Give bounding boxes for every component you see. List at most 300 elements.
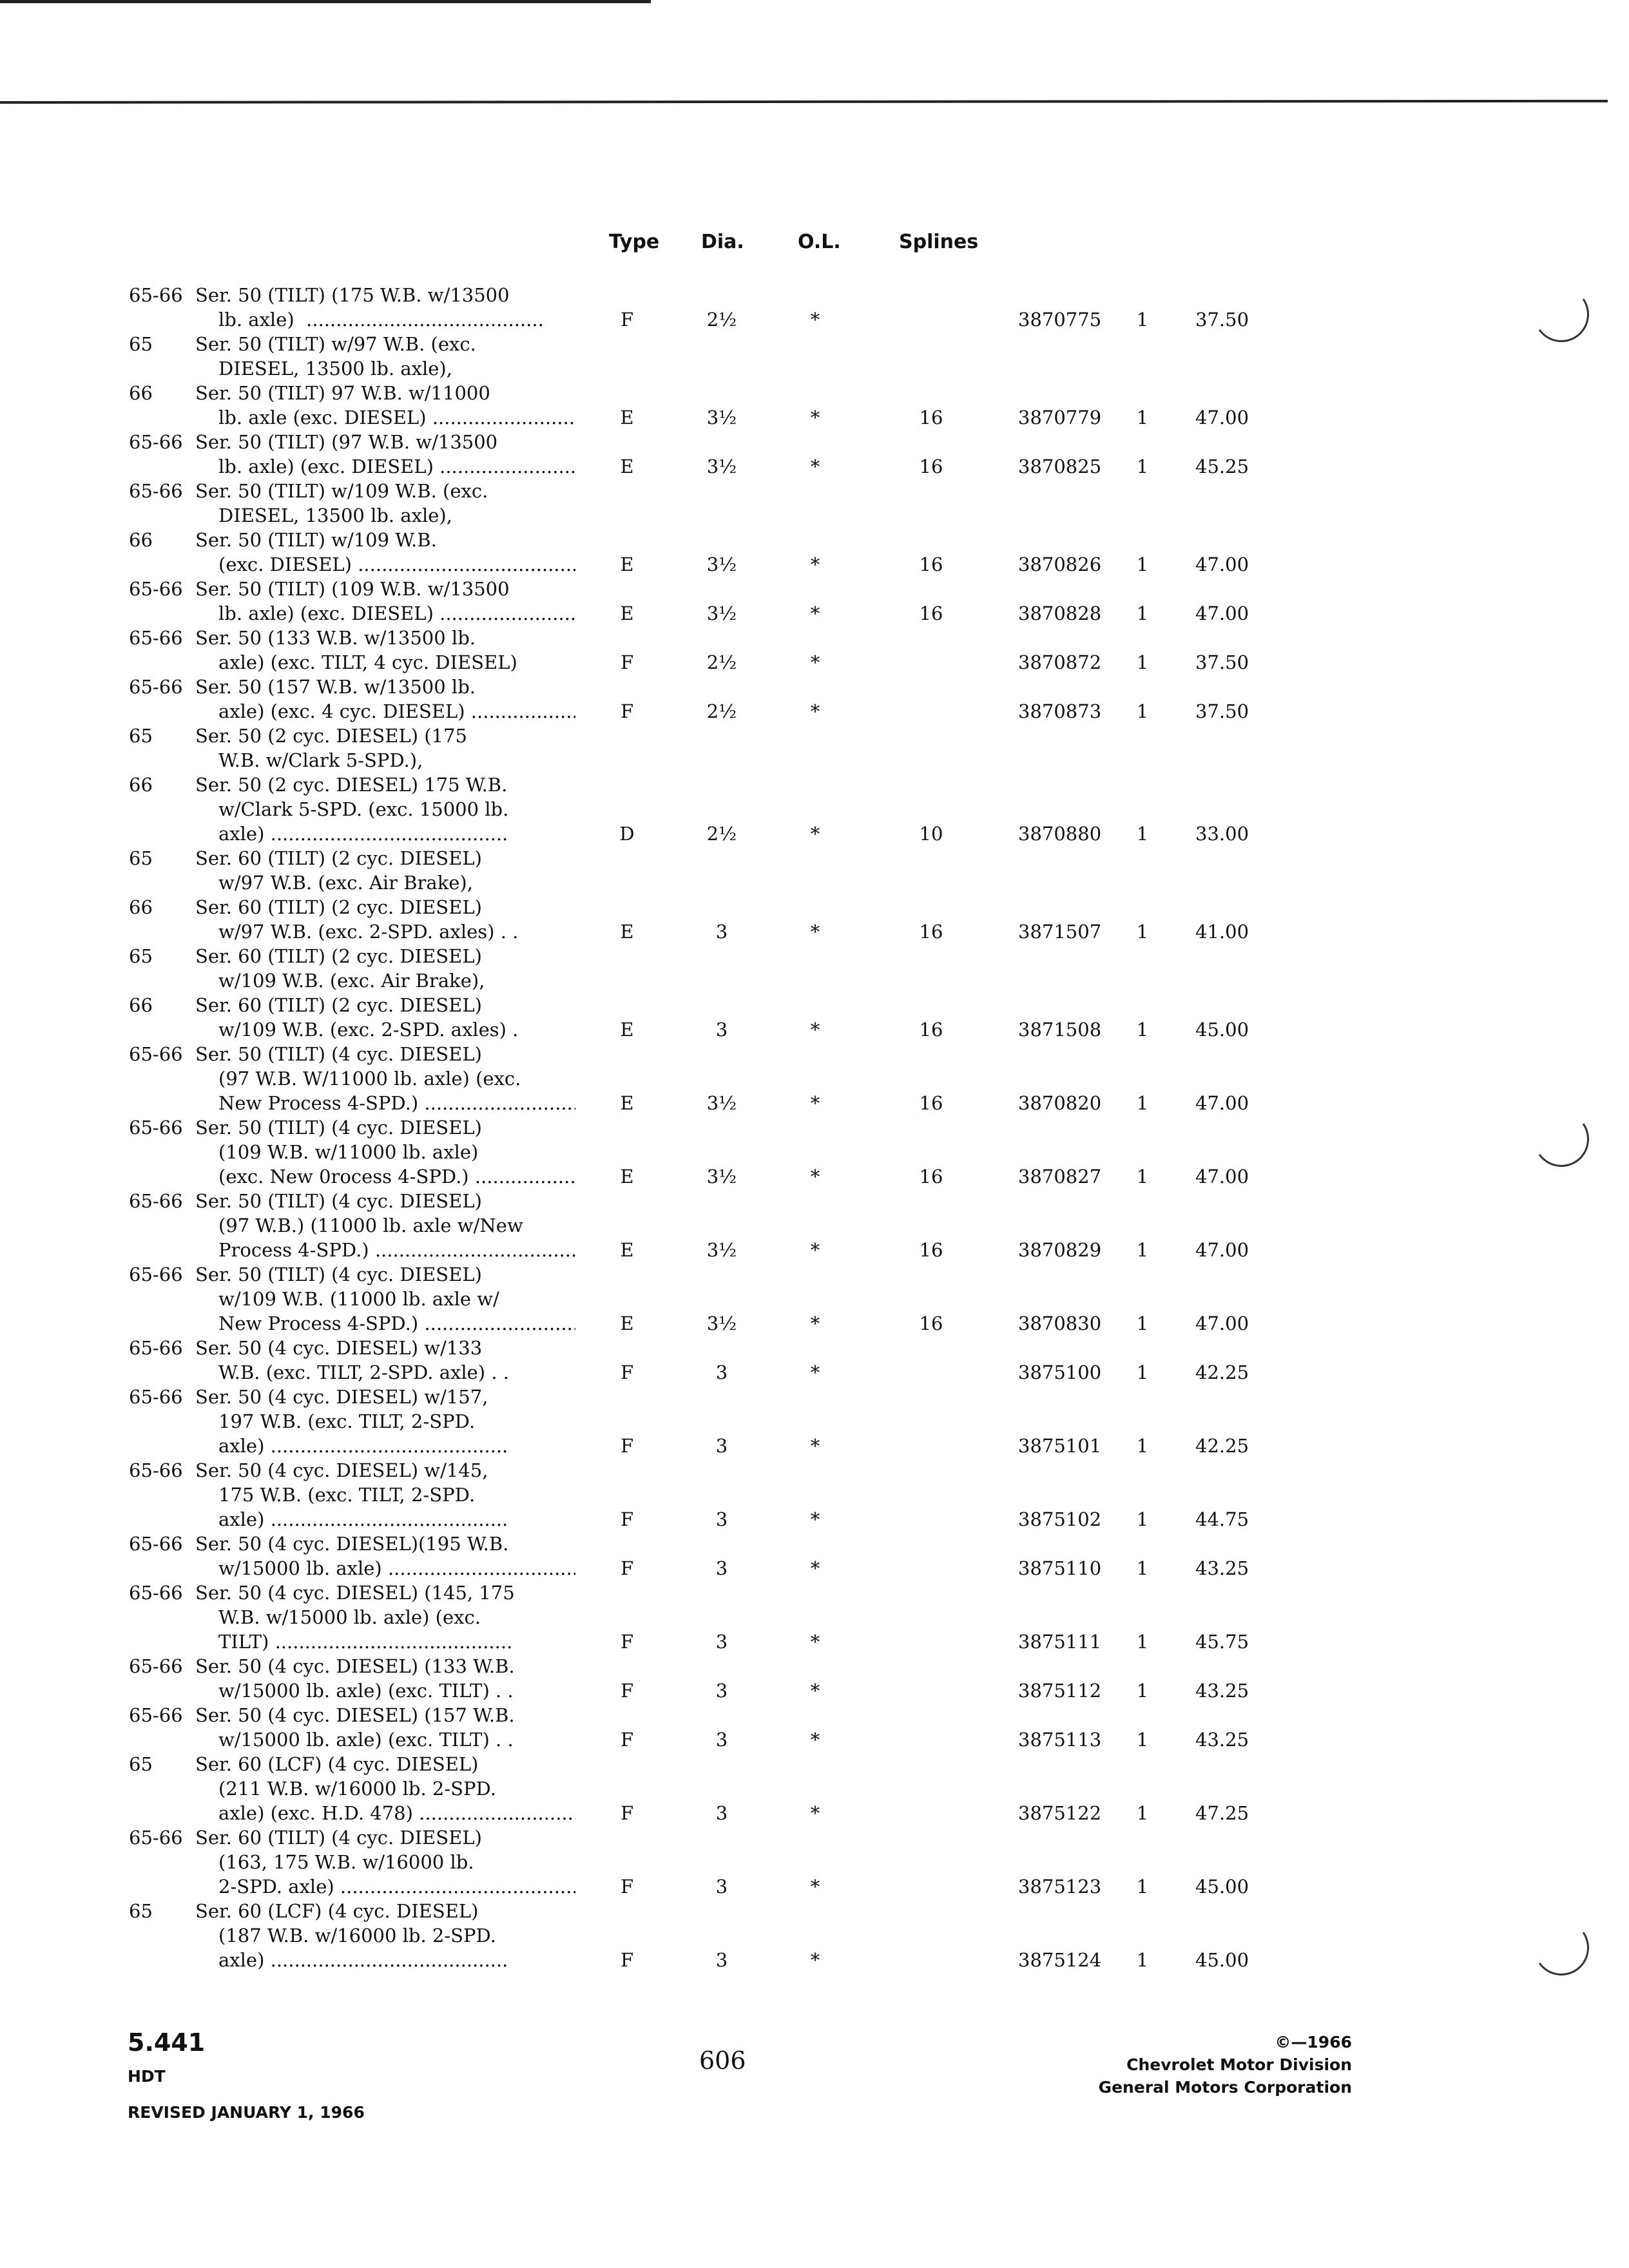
description-line: Ser. 50 (TILT) w/109 W.B.	[195, 529, 437, 551]
cell-ol: *	[810, 823, 820, 845]
cell-splines: 16	[919, 1092, 943, 1114]
description-line: (exc. DIESEL) .....	[195, 552, 575, 577]
description-line: New Process 4-SPD.) .....	[195, 1091, 575, 1115]
cell-dia: 3	[715, 1508, 728, 1530]
description-line: Ser. 50 (TILT) (4 cyc. DIESEL)	[195, 1190, 482, 1212]
description-line: (97 W.B. W/11000 lb. axle) (exc.	[218, 1068, 521, 1090]
model-years: 65-66	[129, 1264, 183, 1285]
cell-dia: 3	[715, 1949, 728, 1971]
row-description	[195, 1703, 575, 1752]
table-row	[0, 1703, 1629, 1752]
description-line: Ser. 50 (4 cyc. DIESEL) (145, 175	[195, 1582, 515, 1604]
cell-ol: *	[810, 1802, 820, 1824]
row-description	[195, 724, 575, 773]
cell-type: E	[620, 407, 634, 428]
cell-dia: 3	[715, 1729, 728, 1751]
cell-ol: *	[810, 1435, 820, 1457]
table-row	[0, 1458, 1629, 1532]
table-row	[0, 479, 1629, 528]
cell-part: 3870873	[1018, 700, 1102, 722]
row-description	[195, 283, 575, 332]
model-years: 66	[129, 774, 153, 796]
header-ol: O.L.	[798, 231, 841, 253]
description-line: Ser. 60 (TILT) (2 cyc. DIESEL)	[195, 896, 482, 918]
cell-part: 3875101	[1018, 1435, 1102, 1457]
cell-price: 43.25	[1195, 1680, 1249, 1702]
table-row	[0, 1336, 1629, 1385]
cell-part: 3875100	[1018, 1361, 1102, 1383]
cell-ol: *	[810, 456, 820, 477]
cell-ol: *	[810, 1680, 820, 1702]
description-line: axle) .....	[195, 1948, 575, 1972]
cell-price: 43.25	[1195, 1729, 1249, 1751]
row-description	[195, 895, 575, 944]
cell-type: F	[620, 1361, 634, 1383]
cell-ol: *	[810, 1361, 820, 1383]
cell-type: E	[620, 602, 634, 624]
row-description	[195, 773, 575, 846]
table-row	[0, 332, 1629, 381]
description-line: lb. axle) .....	[195, 307, 575, 332]
cell-dia: 3	[715, 1435, 728, 1457]
cell-type: E	[620, 921, 634, 943]
header-rule	[0, 100, 1608, 104]
cell-dia: 3½	[706, 1092, 737, 1114]
cell-qty: 1	[1136, 602, 1149, 624]
description-line: Ser. 50 (TILT) (4 cyc. DIESEL)	[195, 1117, 482, 1139]
parts-table	[0, 283, 1629, 1972]
cell-part: 3875112	[1018, 1680, 1102, 1702]
description-line: axle) (exc. TILT, 4 cyc. DIESEL)	[218, 651, 517, 673]
cell-type: F	[620, 1876, 634, 1898]
description-line: Ser. 50 (4 cyc. DIESEL) w/145,	[195, 1459, 488, 1481]
cell-qty: 1	[1136, 1876, 1149, 1898]
cell-dia: 2½	[706, 700, 737, 722]
table-row	[0, 846, 1629, 895]
model-years: 65-66	[129, 1827, 183, 1849]
description-line: Ser. 60 (LCF) (4 cyc. DIESEL)	[195, 1753, 479, 1775]
row-description	[195, 1825, 575, 1899]
cell-dia: 2½	[706, 823, 737, 845]
row-description	[195, 846, 575, 895]
company-line-2: General Motors Corporation	[1098, 2078, 1352, 2097]
description-line: W.B. (exc. TILT, 2-SPD. axle) . .	[218, 1361, 509, 1383]
cell-part: 3871507	[1018, 921, 1102, 943]
row-description	[195, 577, 575, 626]
table-row	[0, 1532, 1629, 1581]
cell-price: 42.25	[1195, 1435, 1249, 1457]
description-line: w/15000 lb. axle) .....	[195, 1556, 575, 1581]
copyright: ©—1966	[1275, 2033, 1352, 2052]
description-line: Ser. 60 (TILT) (4 cyc. DIESEL)	[195, 1827, 482, 1849]
cell-part: 3871508	[1018, 1019, 1102, 1041]
cell-qty: 1	[1136, 1435, 1149, 1457]
cell-type: E	[620, 1019, 634, 1041]
cell-ol: *	[810, 1166, 820, 1187]
cell-price: 33.00	[1195, 823, 1249, 845]
description-line: Ser. 50 (TILT) w/109 W.B. (exc.	[195, 480, 488, 502]
cell-part: 3870830	[1018, 1312, 1102, 1334]
model-years: 65-66	[129, 1117, 183, 1139]
cell-ol: *	[810, 1092, 820, 1114]
model-years: 65	[129, 725, 153, 747]
row-description	[195, 1115, 575, 1189]
cell-part: 3875124	[1018, 1949, 1102, 1971]
row-description	[195, 1752, 575, 1825]
description-line: w/109 W.B. (exc. Air Brake),	[218, 970, 485, 992]
description-line: (exc. New 0rocess 4-SPD.) .....	[195, 1164, 575, 1189]
cell-type: F	[620, 1729, 634, 1751]
cell-price: 47.00	[1195, 602, 1249, 624]
cell-qty: 1	[1136, 1312, 1149, 1334]
row-description	[195, 1336, 575, 1385]
cell-type: F	[620, 1557, 634, 1579]
cell-price: 45.00	[1195, 1949, 1249, 1971]
cell-price: 42.25	[1195, 1361, 1249, 1383]
cell-price: 47.00	[1195, 1092, 1249, 1114]
description-line: lb. axle (exc. DIESEL) .....	[195, 405, 575, 430]
description-line: Ser. 50 (2 cyc. DIESEL) (175	[195, 725, 467, 747]
table-row	[0, 1262, 1629, 1336]
cell-qty: 1	[1136, 1239, 1149, 1261]
description-line: w/109 W.B. (11000 lb. axle w/	[218, 1288, 499, 1310]
cell-qty: 1	[1136, 823, 1149, 845]
model-years: 65-66	[129, 431, 183, 453]
cell-type: E	[620, 553, 634, 575]
model-years: 66	[129, 994, 153, 1016]
description-line: W.B. w/15000 lb. axle) (exc.	[218, 1606, 481, 1628]
description-line: Ser. 50 (TILT) (175 W.B. w/13500	[195, 284, 510, 306]
description-line: axle) .....	[195, 1507, 575, 1532]
cell-dia: 3	[715, 1631, 728, 1653]
cell-part: 3870827	[1018, 1166, 1102, 1187]
table-row	[0, 1654, 1629, 1703]
description-line: Ser. 60 (TILT) (2 cyc. DIESEL)	[195, 847, 482, 869]
description-line: Ser. 50 (4 cyc. DIESEL) w/157,	[195, 1386, 488, 1408]
cell-dia: 3½	[706, 407, 737, 428]
table-row	[0, 724, 1629, 773]
cell-part: 3870828	[1018, 602, 1102, 624]
model-years: 65-66	[129, 1386, 183, 1408]
model-years: 65-66	[129, 1459, 183, 1481]
cell-part: 3875111	[1018, 1631, 1102, 1653]
cell-type: F	[620, 1508, 634, 1530]
cell-qty: 1	[1136, 1557, 1149, 1579]
cell-type: F	[620, 1435, 634, 1457]
description-line: w/97 W.B. (exc. 2-SPD. axles) . .	[218, 921, 519, 943]
cell-dia: 2½	[706, 651, 737, 673]
cell-ol: *	[810, 651, 820, 673]
cell-qty: 1	[1136, 1802, 1149, 1824]
cell-ol: *	[810, 700, 820, 722]
row-description	[195, 1042, 575, 1115]
table-row	[0, 626, 1629, 675]
model-years: 65-66	[129, 1704, 183, 1726]
cell-ol: *	[810, 1949, 820, 1971]
table-row	[0, 1385, 1629, 1458]
description-line: 197 W.B. (exc. TILT, 2-SPD.	[218, 1410, 476, 1432]
description-line: Ser. 50 (TILT) 97 W.B. w/11000	[195, 382, 490, 404]
cell-qty: 1	[1136, 921, 1149, 943]
description-line: DIESEL, 13500 lb. axle),	[218, 505, 452, 526]
cell-qty: 1	[1136, 309, 1149, 331]
description-line: w/15000 lb. axle) (exc. TILT) . .	[218, 1729, 514, 1751]
cell-ol: *	[810, 1557, 820, 1579]
column-headers	[0, 231, 1629, 256]
cell-ol: *	[810, 1019, 820, 1041]
cell-dia: 3	[715, 1361, 728, 1383]
cell-splines: 10	[919, 823, 943, 845]
division-code: HDT	[128, 2067, 166, 2086]
model-years: 65-66	[129, 1337, 183, 1359]
table-row	[0, 1825, 1629, 1899]
cell-price: 45.00	[1195, 1019, 1249, 1041]
cell-price: 37.50	[1195, 309, 1249, 331]
row-description	[195, 1532, 575, 1581]
cell-dia: 2½	[706, 309, 737, 331]
model-years: 65-66	[129, 480, 183, 502]
cell-splines: 16	[919, 1239, 943, 1261]
cell-qty: 1	[1136, 1631, 1149, 1653]
description-line: w/Clark 5-SPD. (exc. 15000 lb.	[218, 798, 509, 820]
cell-qty: 1	[1136, 700, 1149, 722]
description-line: Ser. 60 (LCF) (4 cyc. DIESEL)	[195, 1900, 479, 1922]
cell-splines: 16	[919, 602, 943, 624]
cell-ol: *	[810, 1876, 820, 1898]
table-row	[0, 528, 1629, 577]
cell-ol: *	[810, 1312, 820, 1334]
description-line: (109 W.B. w/11000 lb. axle)	[218, 1141, 479, 1163]
model-years: 65-66	[129, 1655, 183, 1677]
cell-dia: 3½	[706, 553, 737, 575]
cell-splines: 16	[919, 1312, 943, 1334]
table-row	[0, 993, 1629, 1042]
cell-price: 37.50	[1195, 651, 1249, 673]
description-line: DIESEL, 13500 lb. axle),	[218, 358, 452, 380]
row-description	[195, 944, 575, 993]
cell-type: F	[620, 1631, 634, 1653]
table-row	[0, 675, 1629, 724]
row-description	[195, 1262, 575, 1336]
cell-dia: 3½	[706, 456, 737, 477]
description-line: axle) (exc. 4 cyc. DIESEL) .....	[195, 699, 575, 724]
description-line: Ser. 60 (TILT) (2 cyc. DIESEL)	[195, 945, 482, 967]
description-line: Process 4-SPD.) .....	[195, 1238, 575, 1262]
cell-dia: 3	[715, 1680, 728, 1702]
cell-part: 3875123	[1018, 1876, 1102, 1898]
table-row	[0, 381, 1629, 430]
description-line: Ser. 50 (4 cyc. DIESEL)(195 W.B.	[195, 1533, 509, 1555]
description-line: Ser. 50 (TILT) (4 cyc. DIESEL)	[195, 1264, 482, 1285]
cell-type: F	[620, 1802, 634, 1824]
cell-splines: 16	[919, 407, 943, 428]
table-row	[0, 1899, 1629, 1972]
cell-part: 3870820	[1018, 1092, 1102, 1114]
model-years: 65-66	[129, 1190, 183, 1212]
description-line: 2-SPD. axle) .....	[195, 1874, 575, 1899]
description-line: lb. axle) (exc. DIESEL) .....	[195, 454, 575, 479]
cell-ol: *	[810, 1239, 820, 1261]
description-line: Ser. 50 (TILT) w/97 W.B. (exc.	[195, 333, 476, 355]
table-row	[0, 1752, 1629, 1825]
model-years: 66	[129, 529, 153, 551]
cell-part: 3870775	[1018, 309, 1102, 331]
cell-part: 3870829	[1018, 1239, 1102, 1261]
header-dia: Dia.	[701, 231, 744, 253]
row-description	[195, 381, 575, 430]
table-row	[0, 430, 1629, 479]
row-description	[195, 1899, 575, 1972]
cell-qty: 1	[1136, 1508, 1149, 1530]
table-row	[0, 1581, 1629, 1654]
model-years: 66	[129, 896, 153, 918]
row-description	[195, 675, 575, 724]
top-rule	[0, 0, 651, 3]
page-number: 606	[699, 2046, 746, 2075]
section-number: 5.441	[128, 2028, 206, 2057]
cell-qty: 1	[1136, 1729, 1149, 1751]
table-row	[0, 577, 1629, 626]
cell-dia: 3	[715, 921, 728, 943]
cell-price: 43.25	[1195, 1557, 1249, 1579]
cell-part: 3870779	[1018, 407, 1102, 428]
description-line: 175 W.B. (exc. TILT, 2-SPD.	[218, 1484, 476, 1506]
cell-dia: 3	[715, 1876, 728, 1898]
description-line: (211 W.B. w/16000 lb. 2-SPD.	[218, 1778, 496, 1800]
model-years: 65-66	[129, 676, 183, 698]
cell-price: 41.00	[1195, 921, 1249, 943]
company-line-1: Chevrolet Motor Division	[1126, 2055, 1352, 2074]
cell-ol: *	[810, 1508, 820, 1530]
cell-price: 47.00	[1195, 1166, 1249, 1187]
cell-type: F	[620, 309, 634, 331]
cell-type: F	[620, 700, 634, 722]
cell-dia: 3	[715, 1802, 728, 1824]
description-line: axle) .....	[195, 1434, 575, 1458]
description-line: w/97 W.B. (exc. Air Brake),	[218, 872, 473, 894]
cell-part: 3870826	[1018, 553, 1102, 575]
model-years: 65-66	[129, 1533, 183, 1555]
description-line: New Process 4-SPD.) .....	[195, 1311, 575, 1336]
model-years: 65	[129, 847, 153, 869]
cell-ol: *	[810, 921, 820, 943]
table-row	[0, 773, 1629, 846]
row-description	[195, 1654, 575, 1703]
cell-part: 3870825	[1018, 456, 1102, 477]
cell-ol: *	[810, 407, 820, 428]
description-line: axle) .....	[195, 822, 575, 846]
table-row	[0, 1189, 1629, 1262]
description-line: Ser. 60 (TILT) (2 cyc. DIESEL)	[195, 994, 482, 1016]
cell-qty: 1	[1136, 553, 1149, 575]
cell-part: 3870880	[1018, 823, 1102, 845]
cell-ol: *	[810, 553, 820, 575]
cell-qty: 1	[1136, 1949, 1149, 1971]
cell-dia: 3	[715, 1019, 728, 1041]
description-line: (187 W.B. w/16000 lb. 2-SPD.	[218, 1925, 496, 1946]
description-line: Ser. 50 (4 cyc. DIESEL) (157 W.B.	[195, 1704, 515, 1726]
cell-part: 3875110	[1018, 1557, 1102, 1579]
cell-price: 44.75	[1195, 1508, 1249, 1530]
revised-date: REVISED JANUARY 1, 1966	[128, 2103, 365, 2122]
cell-dia: 3	[715, 1557, 728, 1579]
cell-ol: *	[810, 1631, 820, 1653]
cell-type: E	[620, 1312, 634, 1334]
model-years: 66	[129, 382, 153, 404]
cell-qty: 1	[1136, 1680, 1149, 1702]
description-line: W.B. w/Clark 5-SPD.),	[218, 749, 423, 771]
cell-qty: 1	[1136, 1361, 1149, 1383]
cell-type: E	[620, 1239, 634, 1261]
description-line: w/109 W.B. (exc. 2-SPD. axles) .	[218, 1019, 519, 1041]
cell-type: E	[620, 456, 634, 477]
description-line: lb. axle) (exc. DIESEL) .....	[195, 601, 575, 626]
table-row	[0, 1042, 1629, 1115]
description-line: w/15000 lb. axle) (exc. TILT) . .	[218, 1680, 514, 1702]
row-description	[195, 479, 575, 528]
cell-qty: 1	[1136, 1166, 1149, 1187]
description-line: (97 W.B.) (11000 lb. axle w/New	[218, 1215, 523, 1236]
cell-price: 47.00	[1195, 407, 1249, 428]
model-years: 65-66	[129, 1582, 183, 1604]
cell-qty: 1	[1136, 1092, 1149, 1114]
cell-splines: 16	[919, 1166, 943, 1187]
table-row	[0, 1115, 1629, 1189]
cell-dia: 3½	[706, 1166, 737, 1187]
cell-qty: 1	[1136, 407, 1149, 428]
model-years: 65-66	[129, 1043, 183, 1065]
cell-type: F	[620, 1949, 634, 1971]
cell-splines: 16	[919, 1019, 943, 1041]
cell-price: 37.50	[1195, 700, 1249, 722]
description-line: (163, 175 W.B. w/16000 lb.	[218, 1851, 474, 1873]
cell-part: 3875122	[1018, 1802, 1102, 1824]
cell-splines: 16	[919, 553, 943, 575]
description-line: Ser. 50 (2 cyc. DIESEL) 175 W.B.	[195, 774, 508, 796]
cell-price: 47.00	[1195, 1239, 1249, 1261]
cell-price: 45.25	[1195, 456, 1249, 477]
cell-price: 47.00	[1195, 1312, 1249, 1334]
header-splines: Splines	[899, 231, 979, 253]
description-line: axle) (exc. H.D. 478) .....	[195, 1801, 575, 1825]
row-description	[195, 1189, 575, 1262]
description-line: Ser. 50 (TILT) (4 cyc. DIESEL)	[195, 1043, 482, 1065]
cell-type: F	[620, 1680, 634, 1702]
cell-qty: 1	[1136, 456, 1149, 477]
row-description	[195, 332, 575, 381]
row-description	[195, 993, 575, 1042]
row-description	[195, 430, 575, 479]
model-years: 65	[129, 1900, 153, 1922]
cell-splines: 16	[919, 456, 943, 477]
cell-dia: 3½	[706, 602, 737, 624]
cell-type: F	[620, 651, 634, 673]
description-line: Ser. 50 (4 cyc. DIESEL) w/133	[195, 1337, 483, 1359]
cell-price: 45.00	[1195, 1876, 1249, 1898]
row-description	[195, 528, 575, 577]
model-years: 65-66	[129, 578, 183, 600]
table-row	[0, 895, 1629, 944]
cell-dia: 3½	[706, 1312, 737, 1334]
model-years: 65-66	[129, 284, 183, 306]
model-years: 65	[129, 945, 153, 967]
description-line: Ser. 50 (133 W.B. w/13500 lb.	[195, 627, 476, 649]
cell-type: E	[620, 1092, 634, 1114]
table-row	[0, 944, 1629, 993]
description-line: Ser. 50 (TILT) (97 W.B. w/13500	[195, 431, 498, 453]
cell-price: 45.75	[1195, 1631, 1249, 1653]
model-years: 65-66	[129, 627, 183, 649]
